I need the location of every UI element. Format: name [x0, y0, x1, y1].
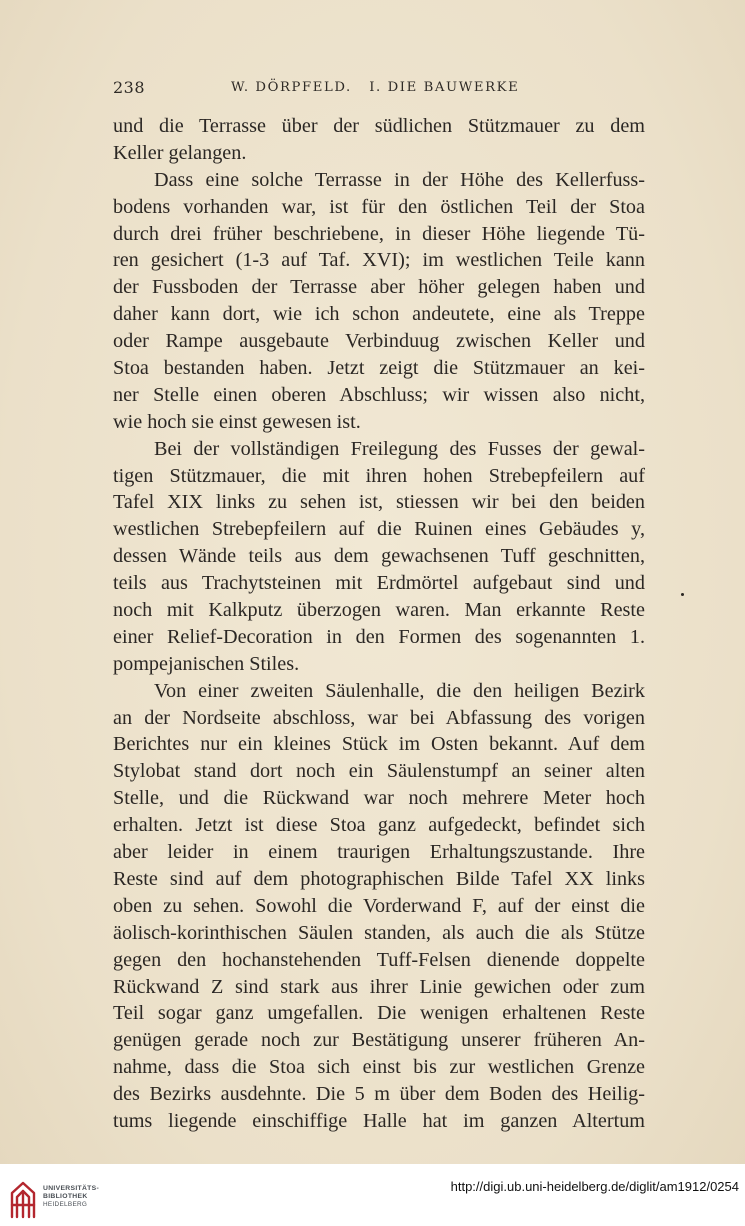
- text-line: tigen Stützmauer, die mit ihren hohen Strebepfeilern auf: [113, 464, 645, 487]
- page-number: 238: [113, 78, 146, 97]
- text-line: einer Relief-Decoration in den Formen des sogenannten 1.: [113, 625, 645, 648]
- text-line: Reste sind auf dem photographischen Bilde Tafel XX links: [113, 867, 645, 890]
- text-line: Von einer zweiten Säulenhalle, die den heiligen Bezirk: [154, 679, 645, 702]
- permalink-url[interactable]: http://digi.ub.uni-heidelberg.de/diglit/am1912/0254: [450, 1179, 739, 1194]
- text-line: genügen gerade noch zur Bestätigung unserer früheren An-: [113, 1029, 645, 1052]
- text-line: daher kann dort, wie ich schon andeutete, eine als Treppe: [113, 303, 645, 326]
- text-line: der Fussboden der Terrasse aber höher gelegen haben und: [113, 276, 645, 299]
- text-line: Rückwand Z sind stark aus ihrer Linie gewichen oder zum: [113, 975, 645, 998]
- text-line: erhalten. Jetzt ist diese Stoa ganz aufgedeckt, befindet sich: [113, 814, 645, 837]
- text-line: und die Terrasse über der südlichen Stützmauer zu dem: [113, 115, 645, 137]
- library-name-line: BIBLIOTHEK: [43, 1193, 88, 1200]
- text-line: Teil sogar ganz umgefallen. Die wenigen erhaltenen Reste: [113, 1002, 645, 1025]
- text-line: bodens vorhanden war, ist für den östlichen Teil der Stoa: [113, 195, 645, 218]
- text-line: oder Rampe ausgebaute Verbinduug zwischen Keller und: [113, 330, 645, 353]
- running-head: W. DÖRPFELD. I. DIE BAUWERKE: [231, 80, 520, 95]
- text-line: Bei der vollständigen Freilegung des Fusses der gewal-: [154, 437, 645, 460]
- text-line: westlichen Strebepfeilern auf die Ruinen eines Gebäudes y,: [113, 518, 645, 541]
- text-line: Dass eine solche Terrasse in der Höhe des Kellerfuss-: [154, 168, 645, 191]
- library-name-line: HEIDELBERG: [43, 1201, 88, 1208]
- text-line: tums liegende einschiffige Halle hat im ganzen Altertum: [113, 1109, 645, 1132]
- text-line: aber leider in einem traurigen Erhaltungszustande. Ihre: [113, 841, 645, 864]
- text-line: nahme, dass die Stoa sich einst bis zur westlichen Grenze: [113, 1056, 645, 1079]
- text-line: gegen den hochanstehenden Tuff-Felsen dienende doppelte: [113, 948, 645, 971]
- text-line: Keller gelangen.: [113, 141, 247, 164]
- text-line: des Bezirks ausdehnte. Die 5 m über dem Boden des Heilig-: [113, 1083, 645, 1106]
- text-line: Stoa bestanden haben. Jetzt zeigt die Stützmauer an kei-: [113, 357, 645, 380]
- text-line: wie hoch sie einst gewesen ist.: [113, 410, 361, 433]
- text-line: äolisch-korinthischen Säulen standen, als auch die als Stütze: [113, 921, 645, 944]
- text-line: oben zu sehen. Sowohl die Vorderwand F, auf der einst die: [113, 894, 645, 917]
- ink-speck: [681, 593, 684, 596]
- page-header: [113, 78, 643, 100]
- text-line: noch mit Kalkputz überzogen waren. Man erkannte Reste: [113, 599, 645, 622]
- text-line: ren gesichert (1-3 auf Taf. XVI); im westlichen Teile kann: [113, 249, 645, 272]
- text-line: dessen Wände teils aus dem gewachsenen Tuff geschnitten,: [113, 545, 645, 568]
- text-line: Stylobat stand dort noch ein Säulenstumpf an seiner alten: [113, 760, 645, 783]
- text-line: teils aus Trachytsteinen mit Erdmörtel aufgebaut sind und: [113, 572, 645, 595]
- library-name-line: UNIVERSITÄTS-: [43, 1185, 100, 1192]
- text-line: Berichtes nur ein kleines Stück im Osten bekannt. Auf dem: [113, 733, 645, 756]
- text-line: pompejanischen Stiles.: [113, 652, 300, 675]
- footer-bar: [0, 1164, 745, 1226]
- text-line: Tafel XIX links zu sehen ist, stiessen wir bei den beiden: [113, 491, 645, 514]
- library-name[interactable]: [43, 1185, 99, 1209]
- text-line: ner Stelle einen oberen Abschluss; wir wissen also nicht,: [113, 383, 645, 406]
- body-text: [113, 113, 645, 1135]
- university-library-logo-icon[interactable]: [8, 1179, 38, 1219]
- text-line: an der Nordseite abschloss, war bei Abfassung des vorigen: [113, 706, 645, 729]
- text-line: durch drei früher beschriebene, in dieser Höhe liegende Tü-: [113, 222, 645, 245]
- text-line: Stelle, und die Rückwand war noch mehrere Meter hoch: [113, 787, 645, 810]
